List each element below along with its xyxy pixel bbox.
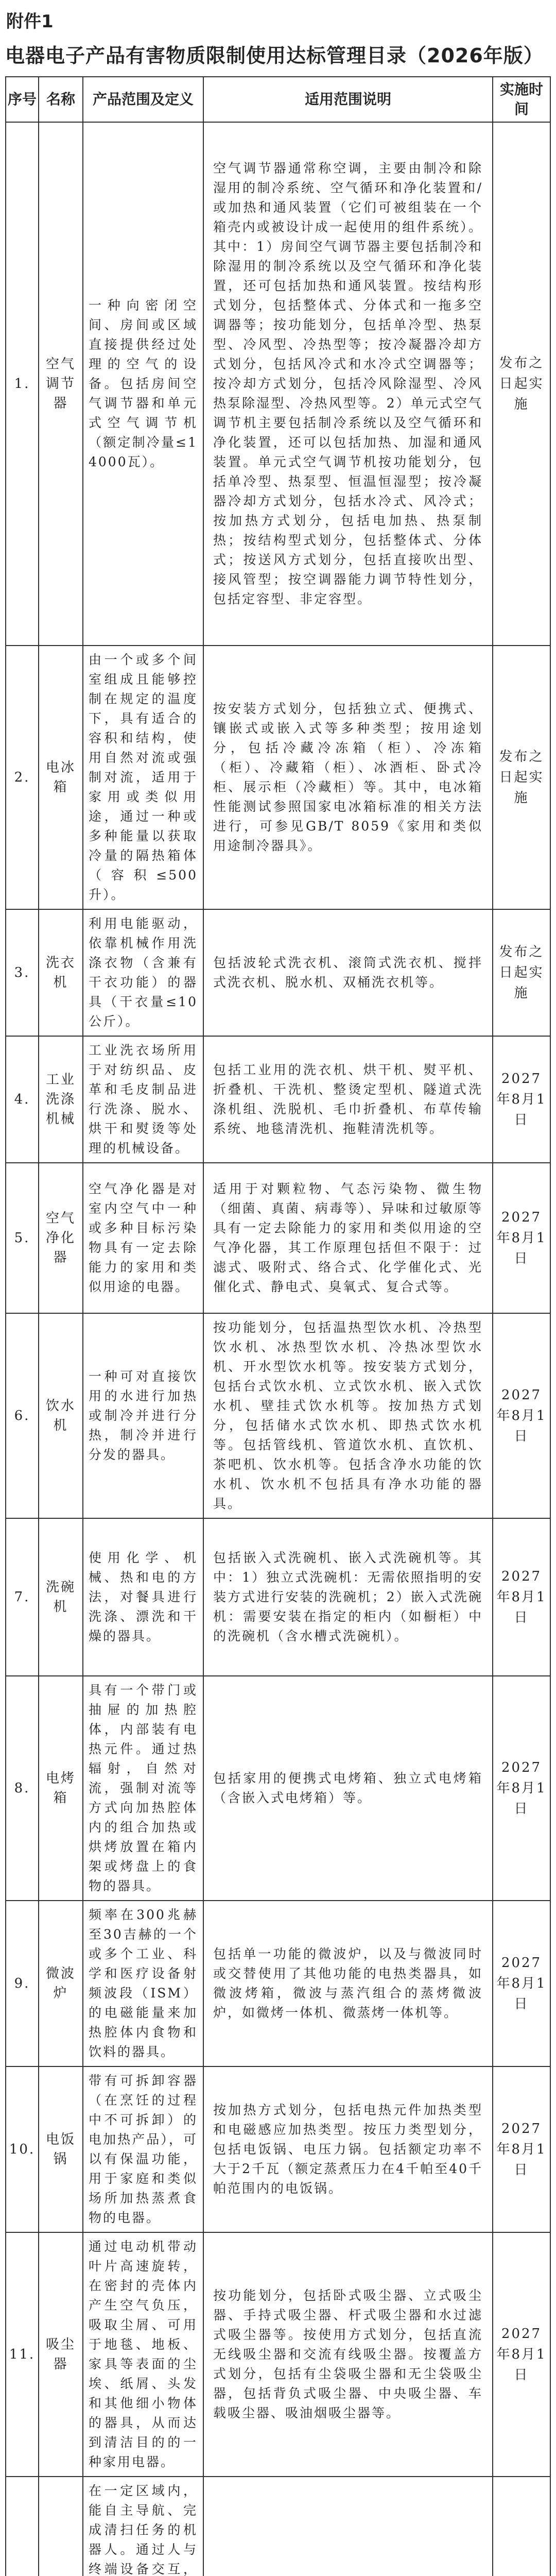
- row-definition: 使用化学、机械、热和电的方法，对餐具进行洗涤、漂洗和干燥的器具。: [83, 1518, 203, 1676]
- table-row: [6, 2232, 550, 2477]
- row-number: 6.: [6, 1313, 39, 1518]
- row-scope: 按安装方式划分，包括独立式、便携式、镶嵌式或嵌入式等多种类型；按用途划分，包括冷藏冷冻箱（柜）、冷冻箱（柜）、冷藏箱（柜）、冰酒柜、卧式冷柜、展示柜（冷藏柜）等。其中，电冰箱性能测试参照国家电冰箱标准的相关方法进行，可参见GB/T 8059《家用和类似用途制冷器具》。: [203, 646, 493, 909]
- row-name: 电烤箱: [39, 1676, 83, 1901]
- row-number: 2.: [6, 646, 39, 909]
- row-definition: 一种向密闭空间、房间或区域直接提供经过处理的空气的设备。包括房间空气调节器和单元式空气调节机（额定制冷量≤14000瓦）。: [83, 122, 203, 646]
- row-name: 洗碗机: [39, 1518, 83, 1676]
- row-name: 电冰箱: [39, 646, 83, 909]
- row-effective-time: 发布之日起实施: [493, 122, 550, 646]
- row-name: 饮水机: [39, 1313, 83, 1518]
- row-definition: 工业洗衣场所用于对纺织品、皮革和毛皮制品进行洗涤、脱水、烘干和熨烫等处理的机械设备。: [83, 1036, 203, 1163]
- row-name: 空气调节器: [39, 122, 83, 646]
- header-product-scope: 产品范围及定义: [83, 77, 203, 122]
- header-serial-number: 序号: [6, 77, 39, 122]
- row-effective-time: 2027年8月1日: [493, 2232, 550, 2477]
- row-number: 9.: [6, 1901, 39, 2066]
- table-row: [6, 646, 550, 909]
- row-effective-time: 2027年8月1日: [493, 1901, 550, 2066]
- row-name: 空气净化器: [39, 1163, 83, 1313]
- row-number: 11.: [6, 2232, 39, 2477]
- row-definition: 通过电动机带动叶片高速旋转，在密封的壳体内产生空气负压，吸取尘屑、可用于地毯、地板、家具等表面的尘埃、纸屑、头发和其他细小物体的器具，从而达到清洁目的的一种家用电器。: [83, 2232, 203, 2477]
- row-scope: 按加热方式划分，包括电热元件加热类型和电磁感应加热类型。按压力类型划分，包括电饭锅、电压力锅。包括额定功率不大于2千瓦（额定蒸煮压力在4千帕至40千帕范围内的电饭锅。: [203, 2066, 493, 2232]
- row-definition: 空气净化器是对室内空气中一种或多种目标污染物具有一定去除能力的家用和类似用途的电器。: [83, 1163, 203, 1313]
- row-effective-time: 2027年8月1日: [493, 1163, 550, 1313]
- row-scope: 包括单一功能的微波炉，以及与微波同时或交替使用了其他功能的电热类器具，如微波烤箱，微波与蒸汽组合的蒸烤微波炉，如微烤一体机、微蒸烤一体机等。: [203, 1901, 493, 2066]
- row-name: 微波炉: [39, 1901, 83, 2066]
- row-name: [39, 2477, 83, 2576]
- row-definition: 具有一个带门或抽屉的加热腔体，内部装有电热元件。通过热辐射，自然对流，强制对流等方式向加热腔体内的组合加热或烘烤放置在箱内架或烤盘上的食物的器具。: [83, 1676, 203, 1901]
- row-effective-time: [493, 2477, 550, 2576]
- table-row: [6, 1313, 550, 1518]
- row-definition: 利用电能驱动，依靠机械作用洗涤衣物（含兼有干衣功能）的器具（干衣量≤10公斤）。: [83, 909, 203, 1036]
- header-name: 名称: [39, 77, 83, 122]
- row-number: 1.: [6, 122, 39, 646]
- header-row: [6, 77, 550, 122]
- row-effective-time: 2027年8月1日: [493, 1036, 550, 1163]
- row-name: 电饭锅: [39, 2066, 83, 2232]
- row-scope: 包括嵌入式洗碗机、嵌入式洗碗机等。其中：1）独立式洗碗机：无需依照指明的安装方式进行安装的洗碗机；2）嵌入式洗碗机：需要安装在指定的柜内（如橱柜）中的洗碗机（含水槽式洗碗机）。: [203, 1518, 493, 1676]
- attachment-label: 附件1: [6, 11, 54, 32]
- table-row: [6, 1518, 550, 1676]
- row-definition: 由一个或多个间室组成且能够控制在规定的温度下，具有适合的容积和结构，使用自然对流或强制对流，适用于家用或类似用途，通过一种或多种能量以获取冷量的隔热箱体（容积≤500升）。: [83, 646, 203, 909]
- row-effective-time: 2027年8月1日: [493, 1676, 550, 1901]
- row-effective-time: 发布之日起实施: [493, 909, 550, 1036]
- row-number: 7.: [6, 1518, 39, 1676]
- row-name: 工业洗涤机械: [39, 1036, 83, 1163]
- row-scope: 包括工业用的洗衣机、烘干机、熨平机、折叠机、干洗机、整烫定型机、隧道式洗涤机组、洗脱机、毛巾折叠机、布草传输系统、地毯清洗机、拖鞋清洗机等。: [203, 1036, 493, 1163]
- row-effective-time: 发布之日起实施: [493, 646, 550, 909]
- document-title: 电器电子产品有害物质限制使用达标管理目录（2026年版）: [5, 44, 544, 67]
- row-scope: 包括家用的便携式电烤箱、独立式电烤箱（含嵌入式电烤箱）等。: [203, 1676, 493, 1901]
- header-effective-time: 实施时间: [493, 77, 550, 122]
- row-number: 8.: [6, 1676, 39, 1901]
- row-number: 5.: [6, 1163, 39, 1313]
- table-row: [6, 1901, 550, 2066]
- row-number: [6, 2477, 39, 2576]
- table-row: [6, 122, 550, 646]
- row-effective-time: 2027年8月1日: [493, 1518, 550, 1676]
- row-definition: 一种可对直接饮用的水进行加热或制冷并进行分热，制冷并进行分发的器具。: [83, 1313, 203, 1518]
- catalog-table: [5, 76, 551, 2576]
- row-number: 10.: [6, 2066, 39, 2232]
- row-definition: 在一定区域内，能自主导航、完成清扫任务的机器人。通过人与终端设备交互，: [83, 2477, 203, 2576]
- table-row: [6, 909, 550, 1036]
- row-definition: 带有可拆卸容器（在烹饪的过程中不可拆卸）的电加热产品），可以有保温功能，用于家庭和类似场所加热蒸煮食物的电器。: [83, 2066, 203, 2232]
- table-row: [6, 1036, 550, 1163]
- table-row: [6, 2477, 550, 2576]
- row-scope: 按功能划分，包括温热型饮水机、冷热型饮水机、冰热型饮水机、冷热冰型饮水机、开水型饮水机等。按安装方式划分，包括台式饮水机、立式饮水机、嵌入式饮水机、壁挂式饮水机等。按加热方式划分，包括储水式饮水机、即热式饮水机等。包括管线机、管道饮水机、直饮机、茶吧机、饮水机等。包括含净水功能的饮水机、饮水机不包括具有净水功能的器具。: [203, 1313, 493, 1518]
- row-effective-time: 2027年8月1日: [493, 2066, 550, 2232]
- table-row: [6, 2066, 550, 2232]
- row-number: 4.: [6, 1036, 39, 1163]
- table-header: [6, 77, 550, 122]
- row-definition: 频率在300兆赫至30吉赫的一个或多个工业、科学和医疗设备射频波段（ISM）的电磁能量来加热腔体内食物和饮料的器具。: [83, 1901, 203, 2066]
- row-name: 吸尘器: [39, 2232, 83, 2477]
- table-row: [6, 1163, 550, 1313]
- table-body: [6, 122, 550, 2576]
- row-effective-time: 2027年8月1日: [493, 1313, 550, 1518]
- header-applicable-scope: 适用范围说明: [203, 77, 493, 122]
- row-number: 3.: [6, 909, 39, 1036]
- row-scope: 包括波轮式洗衣机、滚筒式洗衣机、搅拌式洗衣机、脱水机、双桶洗衣机等。: [203, 909, 493, 1036]
- table-row: [6, 1676, 550, 1901]
- row-scope: [203, 2477, 493, 2576]
- row-scope: 适用于对颗粒物、气态污染物、微生物（细菌、真菌、病毒等）、异味和过敏原等具有一定去除能力的家用和类似用途的空气净化器，其工作原理包括但不限于：过滤式、吸附式、络合式、化学催化式、光催化式、静电式、臭氧式、复合式等。: [203, 1163, 493, 1313]
- row-scope: 按功能划分，包括卧式吸尘器、立式吸尘器、手持式吸尘器、杆式吸尘器和水过滤式吸尘器等。按使用方式划分，包括直流无线吸尘器和交流有线吸尘器。按覆盖方式划分，包括有尘袋吸尘器和无尘袋吸尘器，包括背负式吸尘器、中央吸尘器、车载吸尘器、吸油烟吸尘器等。: [203, 2232, 493, 2477]
- row-name: 洗衣机: [39, 909, 83, 1036]
- row-scope: 空气调节器通常称空调，主要由制冷和除湿用的制冷系统、空气循环和净化装置和/或加热和通风装置（它们可被组装在一个箱壳内或被设计成一起使用的组件系统）。其中：1）房间空气调节器主要包括制冷和除湿用的制冷系统以及空气循环和净化装置，还可包括加热和通风装置。按结构形式划分，包括整体式、分体式和一拖多空调器等；按功能划分，包括单冷型、热泵型、冷风型、冷热型等；按冷凝器冷却方式划分，包括风冷式和水冷式空调器等；按冷却方式划分，包括冷风除湿型、冷风热泵除湿型、冷热风型等。2）单元式空气调节机主要包括制冷系统以及空气循环和净化装置，还可以包括加热、加湿和通风装置。单元式空气调节机按功能划分，包括单冷型、热泵型、恒温恒湿型；按冷凝器冷却方式划分，包括水冷式、风冷式；按加热方式划分，包括电加热、热泵制热；按结构型式划分，包括整体式、分体式；按送风方式划分，包括直接吹出型、接风管型；按空调器能力调节特性划分，包括定容型、非定容型。: [203, 122, 493, 646]
